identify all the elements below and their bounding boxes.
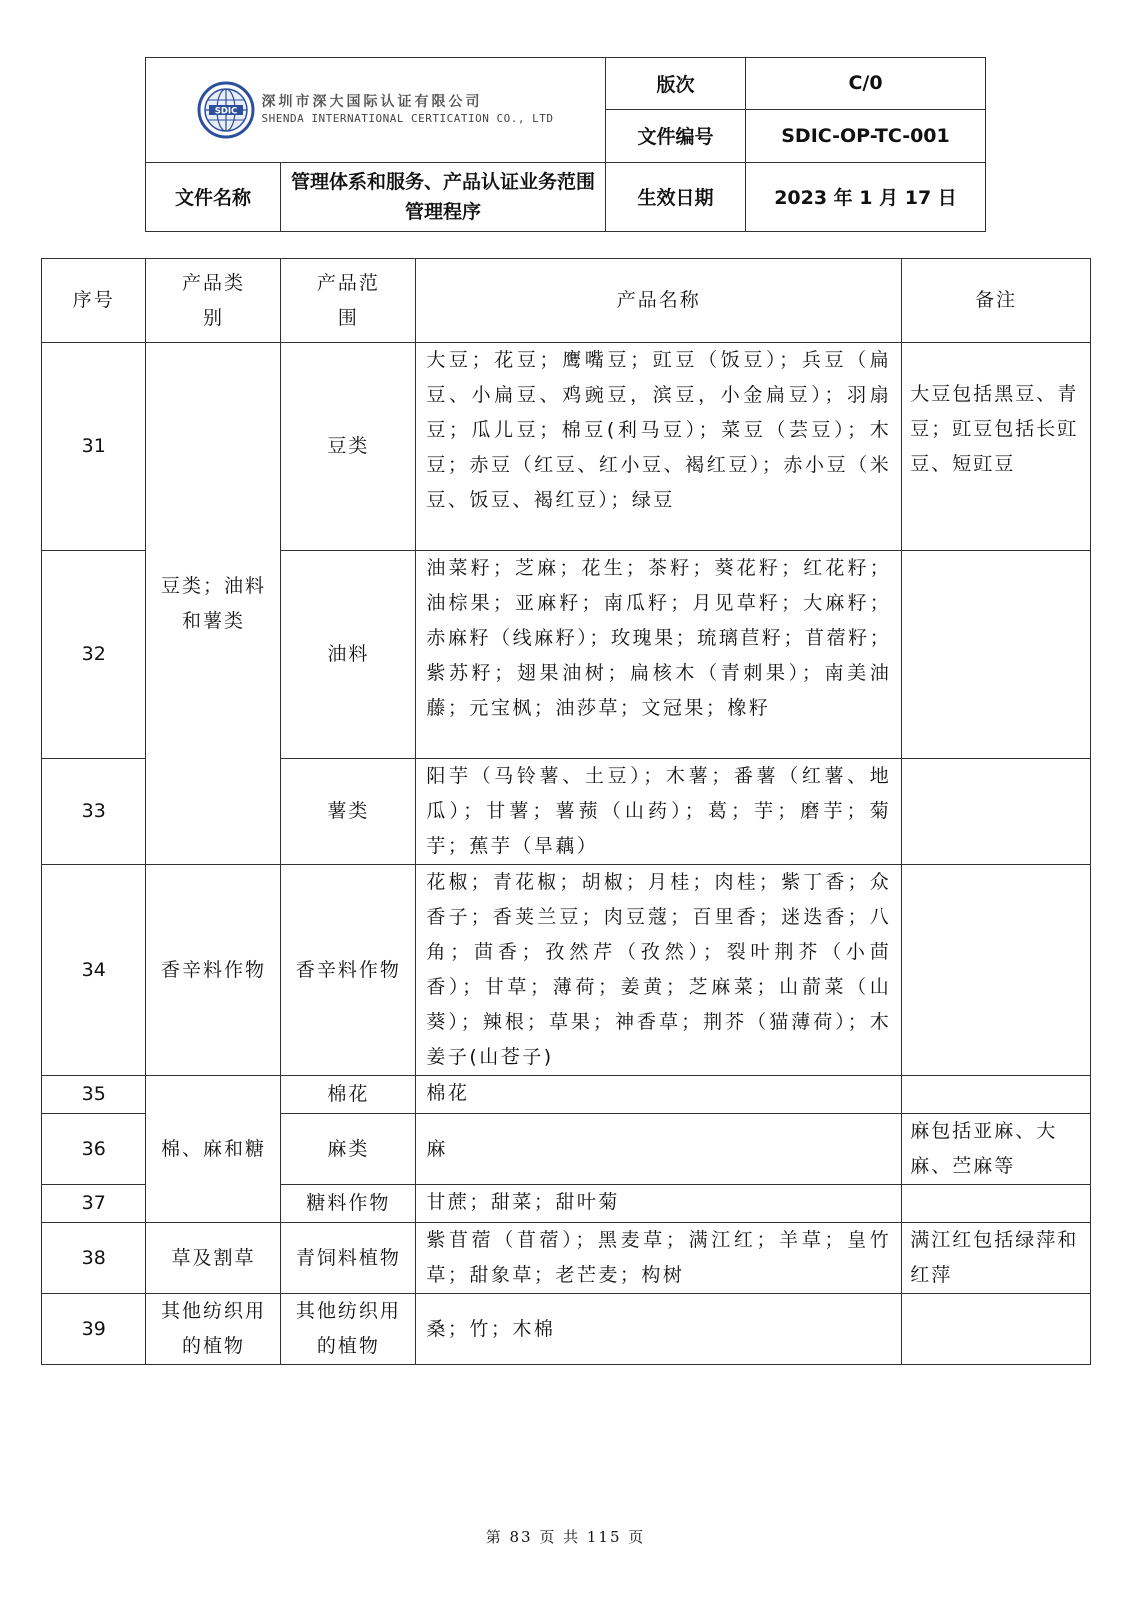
row-no: 38 — [42, 1223, 146, 1294]
scope-text: 其他纺织用的植物 — [295, 1300, 401, 1357]
doc-number-label: 文件编号 — [606, 109, 746, 162]
doc-name-value: 管理体系和服务、产品认证业务范围管理程序 — [281, 162, 606, 231]
product-names-cell: 大豆；花豆；鹰嘴豆；豇豆（饭豆）；兵豆（扁豆、小扁豆、鸡豌豆，滨豆，小金扁豆）；羽扇豆；瓜儿豆；棉豆(利马豆）；菜豆（芸豆）；木豆；赤豆（红豆、红小豆、褐红豆）；赤小豆（米豆、饭豆、褐红豆）；绿豆 — [416, 343, 902, 551]
company-name-en: SHENDA INTERNATIONAL CERTICATION CO., LTD — [261, 111, 554, 125]
product-scope-table — [41, 258, 1091, 1365]
table-row — [42, 1076, 1091, 1114]
header-name: 产品名称 — [416, 259, 902, 343]
table-row — [42, 1294, 1091, 1365]
category-cell — [146, 343, 281, 865]
remark-cell — [902, 1076, 1091, 1114]
table-header-row — [42, 259, 1091, 343]
category-cell: 香辛料作物 — [146, 865, 281, 1076]
category-text: 豆类；油料和薯类 — [160, 574, 266, 632]
row-no: 34 — [42, 865, 146, 1076]
header-category — [146, 259, 281, 343]
row-no: 36 — [42, 1114, 146, 1185]
category-text: 其他纺织用的植物 — [160, 1300, 266, 1357]
remark-cell: 满江红包括绿萍和红萍 — [902, 1223, 1091, 1294]
scope-cell: 薯类 — [281, 759, 416, 865]
scope-cell: 青饲料植物 — [281, 1223, 416, 1294]
row-no: 32 — [42, 551, 146, 759]
product-names-cell: 棉花 — [416, 1076, 902, 1114]
table-row — [42, 343, 1091, 551]
product-names-cell: 紫苜蓿（苜蓿）；黑麦草；满江红；羊草；皇竹草；甜象草；老芒麦；构树 — [416, 1223, 902, 1294]
header-remark: 备注 — [902, 259, 1091, 343]
scope-cell: 麻类 — [281, 1114, 416, 1185]
category-cell: 草及割草 — [146, 1223, 281, 1294]
row-no: 39 — [42, 1294, 146, 1365]
product-names-cell: 麻 — [416, 1114, 902, 1185]
remark-cell — [902, 1185, 1091, 1223]
effective-date-value: 2023 年 1 月 17 日 — [746, 162, 986, 231]
category-cell: 棉、麻和糖 — [146, 1076, 281, 1223]
doc-name-label: 文件名称 — [146, 162, 281, 231]
remark-cell — [902, 1294, 1091, 1365]
remark-cell — [902, 865, 1091, 1076]
header-scope — [281, 259, 416, 343]
scope-cell: 油料 — [281, 551, 416, 759]
product-names-cell: 油菜籽；芝麻；花生；茶籽；葵花籽；红花籽；油棕果；亚麻籽；南瓜籽；月见草籽；大麻籽；赤麻籽（线麻籽）；玫瑰果；琉璃苣籽；苜蓿籽；紫苏籽；翅果油树；扁核木（青刺果）；南美油藤；元宝枫；油莎草；文冠果；橡籽 — [416, 551, 902, 759]
product-names-cell: 桑；竹；木棉 — [416, 1294, 902, 1365]
table-row — [42, 865, 1091, 1076]
product-names-cell: 花椒；青花椒；胡椒；月桂；肉桂；紫丁香；众香子；香荚兰豆；肉豆蔻；百里香；迷迭香；八角；茴香；孜然芹（孜然）；裂叶荆芥（小茴香）；甘草；薄荷；姜黄；芝麻菜；山葥菜（山葵）；辣根；草果；神香草；荆芥（猫薄荷）；木姜子(山苍子) — [416, 865, 902, 1076]
remark-cell: 麻包括亚麻、大麻、苎麻等 — [902, 1114, 1091, 1185]
scope-cell: 糖料作物 — [281, 1185, 416, 1223]
header-scope-text: 产品范围 — [316, 271, 380, 329]
version-label: 版次 — [606, 58, 746, 110]
globe-logo-icon — [197, 81, 255, 139]
scope-cell — [281, 1294, 416, 1365]
row-no: 33 — [42, 759, 146, 865]
product-names-cell: 甘蔗；甜菜；甜叶菊 — [416, 1185, 902, 1223]
version-value: C/0 — [746, 58, 986, 110]
document-header — [145, 57, 986, 232]
header-category-text: 产品类别 — [181, 271, 245, 329]
product-names-cell: 阳芋（马铃薯、土豆）；木薯；番薯（红薯、地瓜）；甘薯；薯蓣（山药）；葛；芋；磨芋；菊芋；蕉芋（旱藕） — [416, 759, 902, 865]
row-no: 31 — [42, 343, 146, 551]
remark-cell — [902, 759, 1091, 865]
logo-sdic-text: SDIC — [215, 106, 238, 117]
remark-cell: 大豆包括黑豆、青豆；豇豆包括长豇豆、短豇豆 — [902, 343, 1091, 551]
header-no: 序号 — [42, 259, 146, 343]
company-logo-block — [146, 58, 606, 163]
row-no: 35 — [42, 1076, 146, 1114]
table-row — [42, 1223, 1091, 1294]
scope-cell: 豆类 — [281, 343, 416, 551]
scope-cell: 香辛料作物 — [281, 865, 416, 1076]
company-name-cn: 深圳市深大国际认证有限公司 — [261, 94, 483, 111]
doc-number-value: SDIC-OP-TC-001 — [746, 109, 986, 162]
row-no: 37 — [42, 1185, 146, 1223]
category-cell — [146, 1294, 281, 1365]
scope-cell: 棉花 — [281, 1076, 416, 1114]
effective-date-label: 生效日期 — [606, 162, 746, 231]
page-number: 第 83 页 共 115 页 — [485, 1528, 646, 1546]
remark-cell — [902, 551, 1091, 759]
